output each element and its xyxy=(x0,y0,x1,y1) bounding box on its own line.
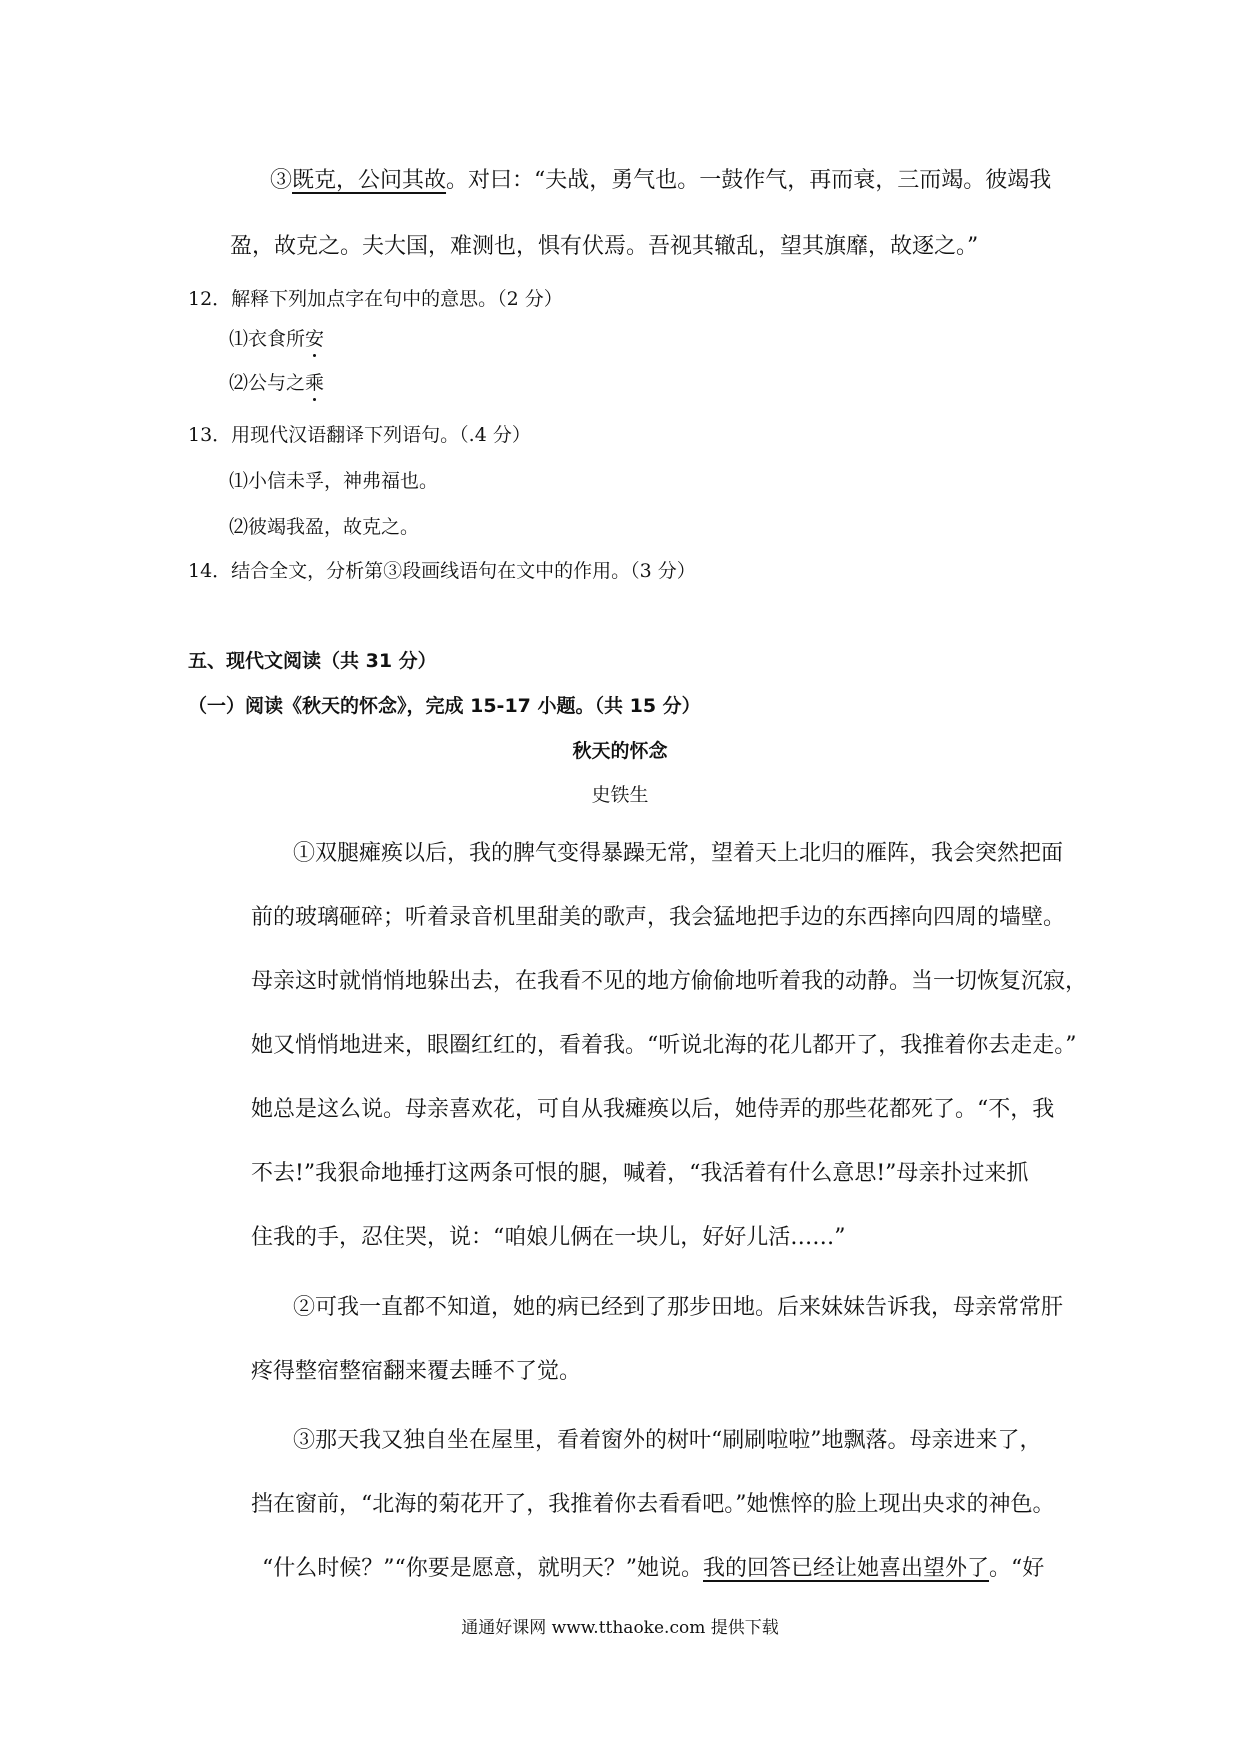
p1-line-4: 她又悄悄地进来，眼圈红红的，看着我。“听说北海的花儿都开了，我推着你去走走。” xyxy=(251,1033,1077,1058)
para-text: 。对曰：“夫战，勇气也。一鼓作气，再而衰，三而竭。彼竭我 xyxy=(446,168,1052,193)
article-title: 秋天的怀念 xyxy=(572,740,668,762)
underlined-sentence: 我的回答已经让她喜出望外了 xyxy=(703,1556,990,1581)
item-text: ⑴衣食所 xyxy=(229,328,306,350)
p3-line-2: 挡在窗前，“北海的菊花开了，我推着你去看看吧。”她憔悴的脸上现出央求的神色。 xyxy=(251,1492,1055,1517)
p1-line-7: 住我的手，忍住哭，说：“咱娘儿俩在一块儿，好好儿活……” xyxy=(251,1225,846,1250)
question-14-stem: 14．结合全文，分析第③段画线语句在文中的作用。（3 分） xyxy=(188,560,696,582)
dotted-character: 乘 xyxy=(305,372,325,394)
question-13-item-1: ⑴小信未孚，神弗福也。 xyxy=(229,470,439,492)
underlined-sentence: 既克，公问其故 xyxy=(292,168,447,193)
question-12-stem: 12．解释下列加点字在句中的意思。（2 分） xyxy=(188,288,563,310)
question-13-stem: 13．用现代汉语翻译下列语句。（.4 分） xyxy=(188,424,531,446)
question-12-item-2 xyxy=(229,374,324,393)
item-text: ⑵公与之 xyxy=(229,372,306,394)
para-number: ③ xyxy=(270,168,293,193)
subsection-1-heading: （一）阅读《秋天的怀念》，完成 15-17 小题。（共 15 分） xyxy=(188,695,701,717)
p1-line-6: 不去!”我狠命地捶打这两条可恨的腿，喊着，“我活着有什么意思!”母亲扑过来抓 xyxy=(251,1161,1029,1186)
footer-download-note: 通通好课网 www.tthaoke.com 提供下载 xyxy=(461,1618,779,1638)
p3-line-3 xyxy=(262,1558,1044,1580)
p2-line-2: 疼得整宿整宿翻来覆去睡不了觉。 xyxy=(251,1359,582,1384)
classical-para3-line2: 盈，故克之。夫大国，难测也，惧有伏焉。吾视其辙乱，望其旗靡，故逐之。” xyxy=(230,234,979,259)
article-author: 史铁生 xyxy=(591,784,649,806)
p1-line-1: ①双腿瘫痪以后，我的脾气变得暴躁无常，望着天上北归的雁阵，我会突然把面 xyxy=(293,841,1064,866)
question-12-item-1 xyxy=(229,330,324,349)
p1-line-5: 她总是这么说。母亲喜欢花，可自从我瘫痪以后，她侍弄的那些花都死了。“不，我 xyxy=(251,1097,1055,1122)
p2-line-1: ②可我一直都不知道，她的病已经到了那步田地。后来妹妹告诉我，母亲常常肝 xyxy=(293,1295,1064,1320)
question-13-item-2: ⑵彼竭我盈，故克之。 xyxy=(229,516,420,538)
classical-para3-line1 xyxy=(270,170,1051,192)
p1-line-2: 前的玻璃砸碎；听着录音机里甜美的歌声，我会猛地把手边的东西摔向四周的墙壁。 xyxy=(251,905,1066,930)
p3-text: “什么时候？”“你要是愿意，就明天？”她说。 xyxy=(262,1556,703,1581)
dotted-character: 安 xyxy=(305,328,325,350)
p3-text: 。“好 xyxy=(989,1556,1045,1581)
p1-line-3: 母亲这时就悄悄地躲出去，在我看不见的地方偷偷地听着我的动静。当一切恢复沉寂， xyxy=(251,969,1088,994)
p3-line-1: ③那天我又独自坐在屋里，看着窗外的树叶“刷刷啦啦”地飘落。母亲进来了， xyxy=(293,1428,1042,1453)
section-5-heading: 五、现代文阅读（共 31 分） xyxy=(188,650,437,672)
